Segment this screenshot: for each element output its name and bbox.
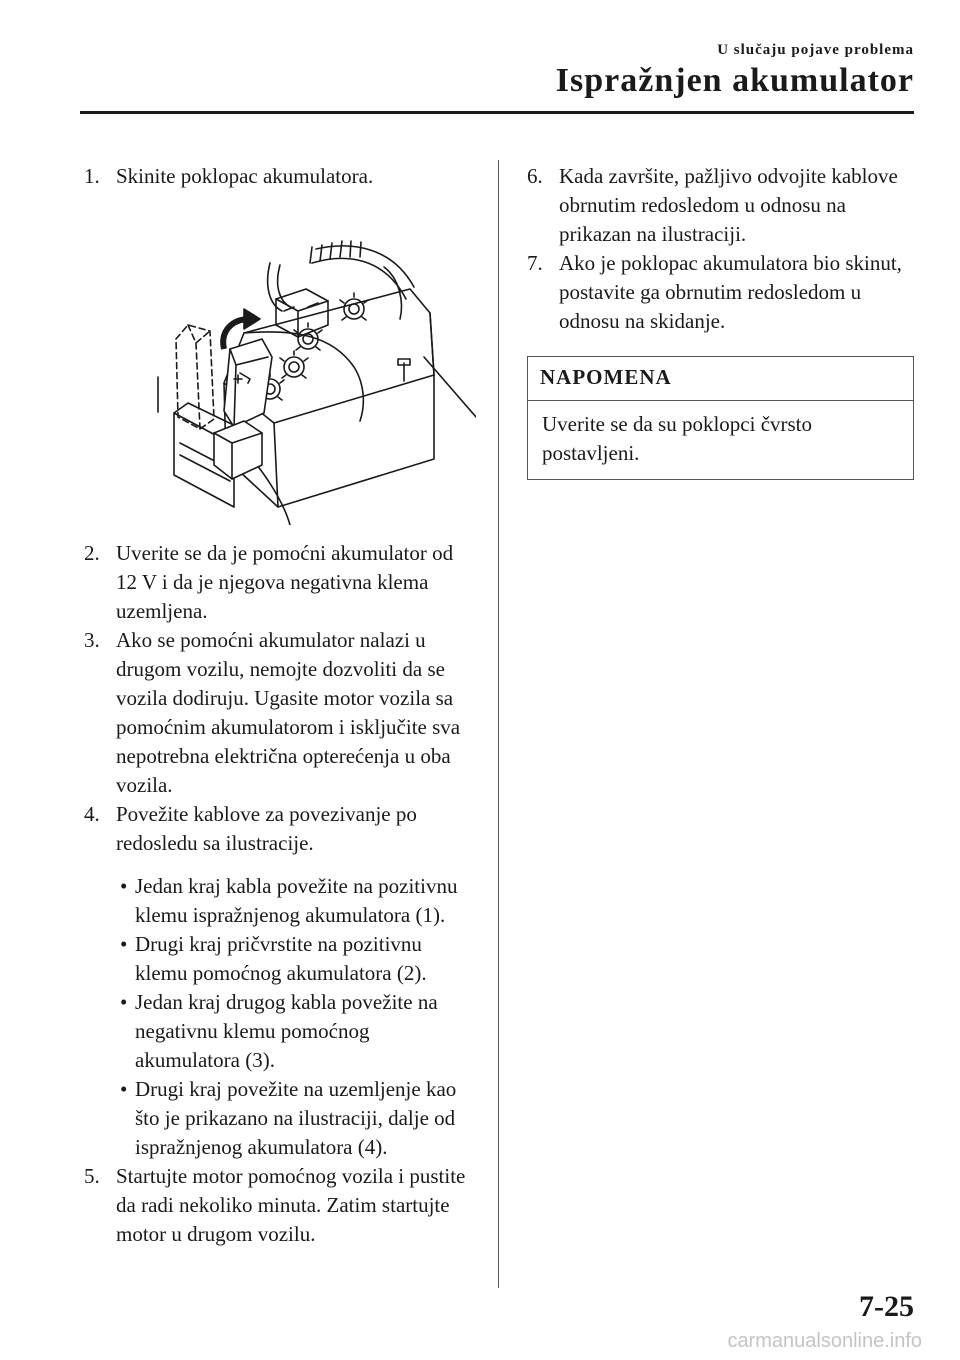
step-3 — [84, 626, 476, 800]
note-text: Uverite se da su poklopci čvrsto postavljeni. — [542, 412, 813, 465]
right-column — [527, 162, 914, 480]
header-divider — [80, 111, 914, 114]
bullet-item — [84, 1075, 476, 1162]
step-text: Ako se pomoćni akumulator nalazi u drugom vozilu, nemojte dozvoliti da se vozila dodiruju. Ugasite motor vozila sa pomoćnim akumulatorom i isključite sva nepotrebna električna opterećenja u oba vozila. — [116, 628, 461, 797]
step-text: Kada završite, pažljivo odvojite kablove obrnutim redosledom u odnosu na prikazan na ilustraciji. — [559, 164, 898, 246]
bullet-text: Drugi kraj povežite na uzemljenje kao što je prikazano na ilustraciji, dalje od ispražnjenog akumulatora (4). — [135, 1077, 457, 1159]
step-2 — [84, 539, 476, 626]
step-text: Ako je poklopac akumulatora bio skinut, postavite ga obrnutim redosledom u odnosu na skidanje. — [559, 251, 902, 333]
bullet-item — [84, 930, 476, 988]
bullet-item — [84, 988, 476, 1075]
step-4-bullet-list — [84, 872, 476, 1162]
bullet-icon: • — [120, 874, 128, 898]
step-4 — [84, 800, 476, 858]
note-title: NAPOMENA — [528, 357, 913, 401]
bullet-icon: • — [120, 990, 128, 1014]
step-6 — [527, 162, 914, 249]
section-title: U slučaju pojave problema — [717, 42, 914, 58]
step-1 — [84, 162, 476, 191]
step-number: 7. — [527, 251, 543, 275]
step-number: 6. — [527, 164, 543, 188]
page-title: Ispražnjen akumulator — [555, 62, 914, 99]
step-5 — [84, 1162, 476, 1249]
bullet-icon: • — [120, 1077, 128, 1101]
step-number: 1. — [84, 164, 100, 188]
step-number: 2. — [84, 541, 100, 565]
column-divider — [498, 160, 499, 1288]
step-text: Uverite se da je pomoćni akumulator od 12 V i da je njegova negativna klema uzemljena. — [116, 541, 454, 623]
watermark: carmanualsonline.info — [727, 1330, 922, 1352]
step-number: 5. — [84, 1164, 100, 1188]
bullet-item — [84, 872, 476, 930]
step-text: Povežite kablove za povezivanje po redosledu sa ilustracije. — [116, 802, 417, 855]
left-column — [84, 162, 476, 1249]
step-text: Startujte motor pomoćnog vozila i pustite da radi nekoliko minuta. Zatim startujte motor u drugom vozilu. — [116, 1164, 466, 1246]
step-7 — [527, 249, 914, 336]
bullet-text: Jedan kraj kabla povežite na pozitivnu klemu ispražnjenog akumulatora (1). — [135, 874, 458, 927]
battery-illustration — [84, 207, 476, 525]
battery-cover-removal-illustration-icon — [84, 207, 476, 525]
step-number: 3. — [84, 628, 100, 652]
step-number: 4. — [84, 802, 100, 826]
note-box — [527, 356, 914, 480]
bullet-text: Drugi kraj pričvrstite na pozitivnu klemu pomoćnog akumulatora (2). — [135, 932, 427, 985]
step-text: Skinite poklopac akumulatora. — [116, 164, 374, 188]
bullet-text: Jedan kraj drugog kabla povežite na negativnu klemu pomoćnog akumulatora (3). — [135, 990, 438, 1072]
page-number: 7-25 — [859, 1290, 914, 1323]
bullet-icon: • — [120, 932, 128, 956]
